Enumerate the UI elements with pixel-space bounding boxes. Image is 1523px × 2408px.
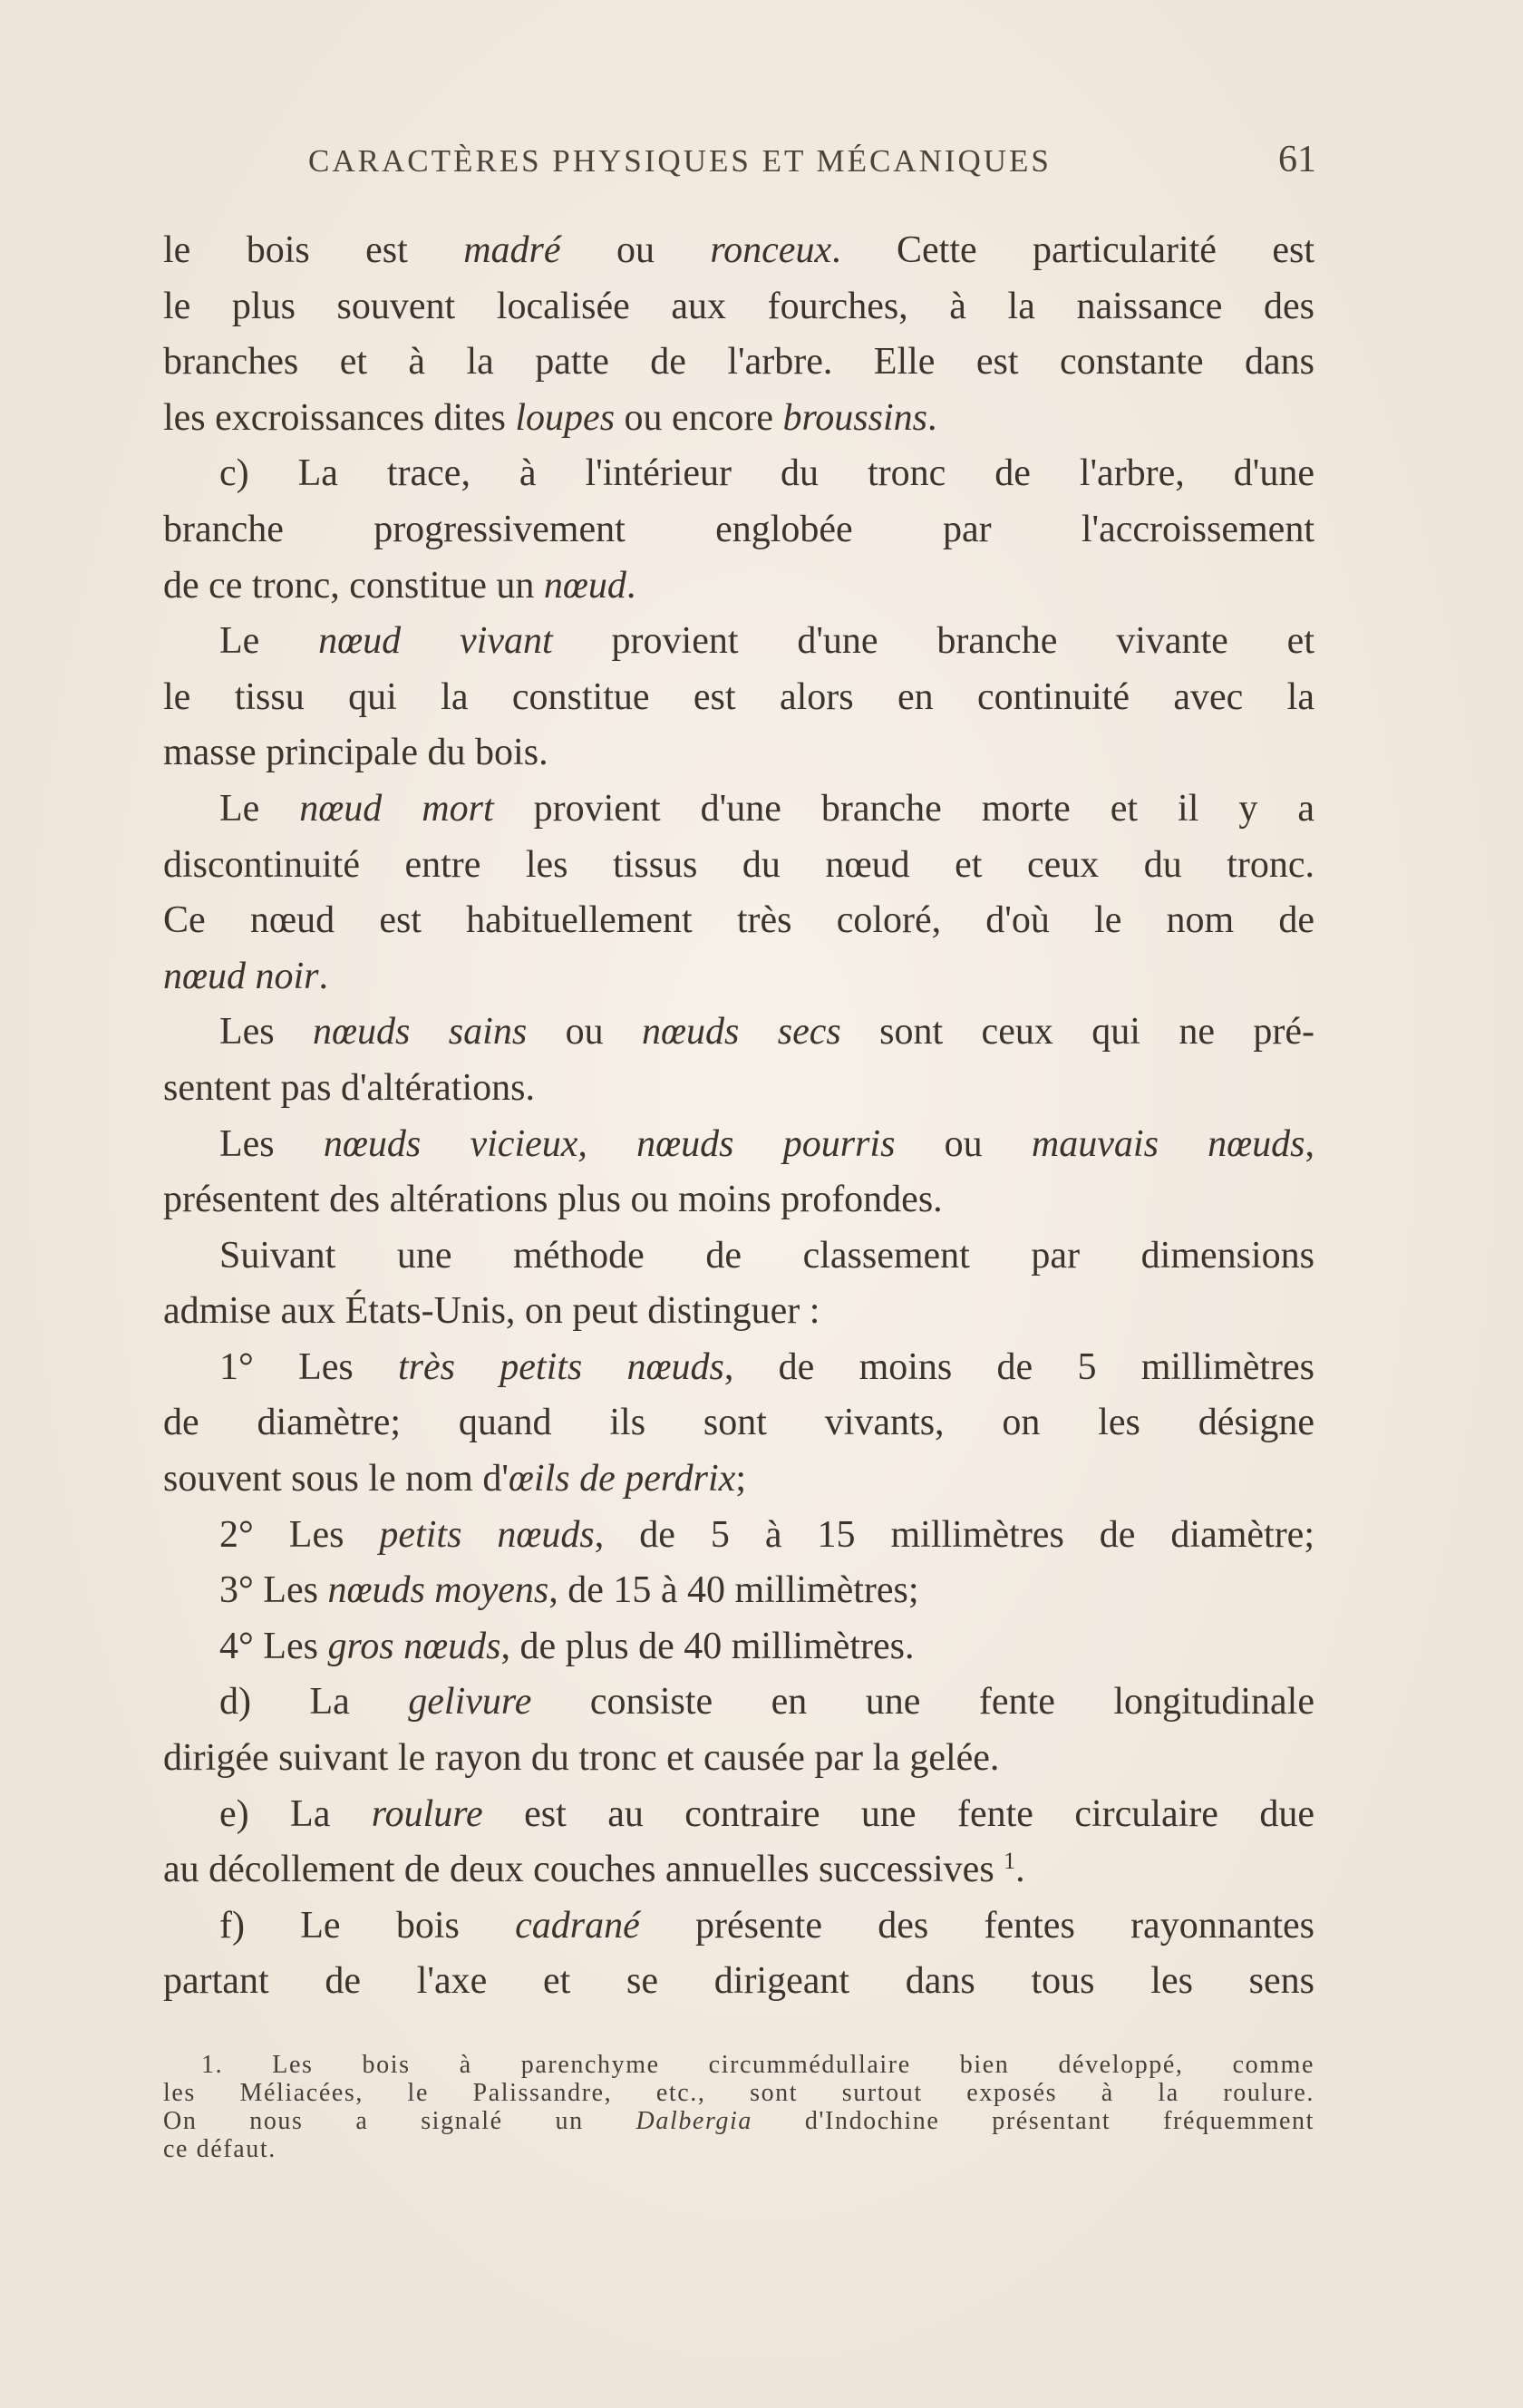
text-line: souvent sous le nom d'œils de perdrix;	[163, 1458, 746, 1500]
text-line: les excroissances dites loupes ou encore broussins.	[163, 396, 937, 439]
text-line: Le nœud mort provient d'une branche morte et il y a	[219, 787, 1314, 830]
text-line: partant de l'axe et se dirigeant dans tous les sens	[163, 1960, 1314, 2003]
text-line: e) La roulure est au contraire une fente circulaire due	[219, 1792, 1314, 1835]
text-line: d) La gelivure consiste en une fente longitudinale	[219, 1681, 1314, 1723]
text-line: le bois est madré ou ronceux. Cette particularité est	[163, 229, 1314, 271]
text-line: dirigée suivant le rayon du tronc et causée par la gelée.	[163, 1737, 1000, 1780]
footnotes	[163, 2051, 1314, 2163]
text-line: 1° Les très petits nœuds, de moins de 5 millimètres	[219, 1345, 1315, 1388]
footnote-line: les Méliacées, le Palissandre, etc., sont surtout exposés à la roulure.	[163, 2079, 1314, 2107]
text-line: discontinuité entre les tissus du nœud et ceux du tronc.	[163, 843, 1314, 886]
page-number: 61	[1278, 139, 1316, 180]
text-line: Ce nœud est habituellement très coloré, d'où le nom de	[163, 899, 1314, 942]
text-line: branche progressivement englobée par l'accroissement	[163, 508, 1314, 550]
text-line: branches et à la patte de l'arbre. Elle est constante dans	[163, 341, 1314, 384]
page-header	[163, 139, 1316, 189]
text-line: Les nœuds sains ou nœuds secs sont ceux qui ne pré-	[219, 1011, 1314, 1054]
footnote-line: On nous a signalé un Dalbergia d'Indochine présentant fréquemment	[163, 2107, 1314, 2135]
text-line: masse principale du bois.	[163, 732, 548, 774]
text-line: 3° Les nœuds moyens, de 15 à 40 millimètres;	[219, 1569, 919, 1612]
footnote-line: 1. Les bois à parenchyme circummédullaire bien développé, comme	[201, 2051, 1314, 2079]
text-line: nœud noir.	[163, 955, 329, 997]
text-line: le tissu qui la constitue est alors en continuité avec la	[163, 675, 1314, 718]
text-line: f) Le bois cadrané présente des fentes rayonnantes	[219, 1904, 1314, 1947]
text-line: 4° Les gros nœuds, de plus de 40 millimètres.	[219, 1625, 915, 1667]
text-line: de ce tronc, constitue un nœud.	[163, 564, 636, 607]
body-text	[163, 223, 1314, 2010]
text-line: Suivant une méthode de classement par dimensions	[219, 1234, 1314, 1277]
text-line: de diamètre; quand ils sont vivants, on les désigne	[163, 1402, 1314, 1444]
text-line: Le nœud vivant provient d'une branche vivante et	[219, 620, 1314, 663]
footnote-line: ce défaut.	[163, 2135, 276, 2163]
text-line: le plus souvent localisée aux fourches, à la naissance des	[163, 285, 1314, 327]
footnote-marker: 1	[1004, 1848, 1016, 1875]
text-line: c) La trace, à l'intérieur du tronc de l'arbre, d'une	[219, 452, 1314, 495]
running-title: CARACTÈRES PHYSIQUES ET MÉCANIQUES	[308, 143, 1052, 179]
text-line: sentent pas d'altérations.	[163, 1066, 535, 1109]
text-line: 2° Les petits nœuds, de 5 à 15 millimètres de diamètre;	[219, 1513, 1314, 1556]
text-line: au décollement de deux couches annuelles successives $^1$.	[163, 1848, 1025, 1891]
text-line: admise aux États-Unis, on peut distinguer :	[163, 1290, 820, 1333]
text-line: présentent des altérations plus ou moins profondes.	[163, 1179, 943, 1221]
text-line: Les nœuds vicieux, nœuds pourris ou mauvais nœuds,	[219, 1122, 1315, 1165]
